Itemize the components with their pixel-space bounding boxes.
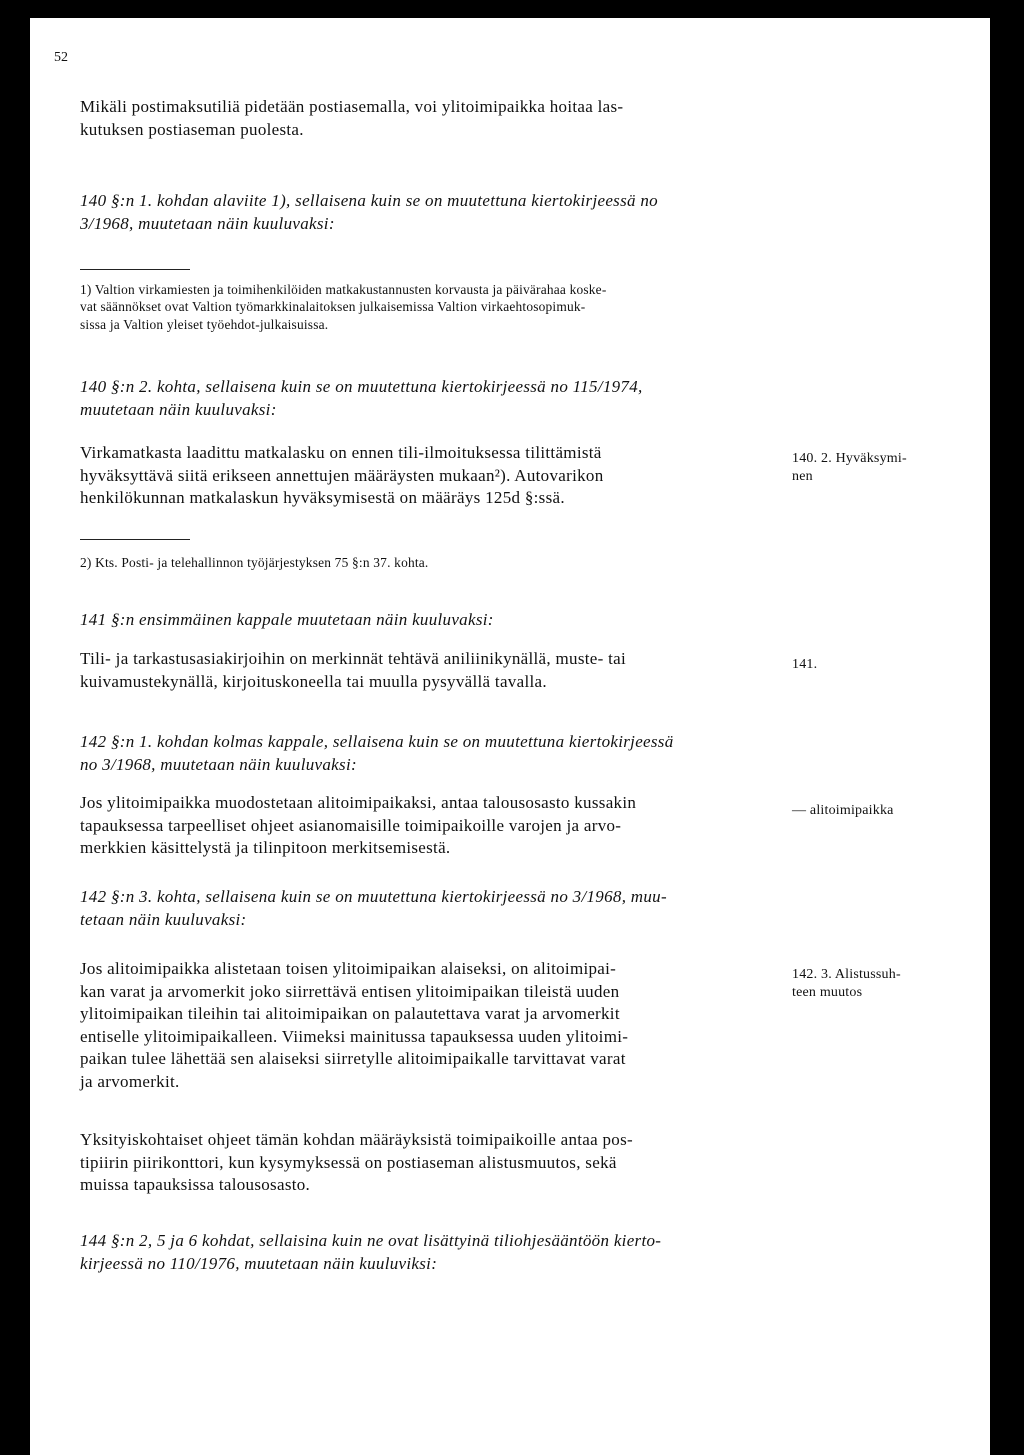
section-144-heading bbox=[80, 1230, 805, 1275]
text-line: tapauksessa tarpeelliset ohjeet asianomaisille toimipaikoille varojen ja arvo- bbox=[80, 815, 622, 835]
text-line: tetaan näin kuuluvaksi: bbox=[80, 909, 247, 929]
text-line: Yksityiskohtaiset ohjeet tämän kohdan määräyksistä toimipaikoille antaa pos- bbox=[80, 1130, 633, 1149]
text-line: kan varat ja arvomerkit joko siirrettävä entisen ylitoimipaikan tileistä uuden bbox=[80, 981, 620, 1001]
text-line: nen bbox=[792, 469, 813, 484]
text-line: kutuksen postiaseman puolesta. bbox=[80, 119, 304, 139]
section-142-3-body bbox=[80, 958, 805, 1094]
section-142-1-body bbox=[80, 792, 805, 860]
text-line: Tili- ja tarkastusasiakirjoihin on merkinnät tehtävä aniliinikynällä, muste- tai bbox=[80, 649, 627, 668]
text-line: Jos alitoimipaikka alistetaan toisen ylitoimipaikan alaiseksi, on alitoimipai- bbox=[80, 959, 617, 978]
text-line: 142 §:n 1. kohdan kolmas kappale, sellaisena kuin se on muutettuna kiertokirjeessä bbox=[80, 732, 674, 751]
text-line: tipiirin piirikonttori, kun kysymyksessä on postiaseman alistusmuutos, sekä bbox=[80, 1152, 617, 1172]
text-line: 3/1968, muutetaan näin kuuluvaksi: bbox=[80, 213, 335, 233]
text-line: henkilökunnan matkalaskun hyväksymisestä on määräys 125d §:ssä. bbox=[80, 488, 565, 508]
text-line: Mikäli postimaksutiliä pidetään postiasemalla, voi ylitoimipaikka hoitaa las- bbox=[80, 97, 624, 116]
text-line: entiselle ylitoimipaikalleen. Viimeksi mainitussa tapauksessa uuden ylitoimi- bbox=[80, 1026, 629, 1046]
text-line: kuivamustekynällä, kirjoituskoneella tai muulla pysyvällä tavalla. bbox=[80, 671, 547, 691]
margin-note-142-3 bbox=[792, 966, 901, 1002]
text-line: hyväksyttävä siitä erikseen annettujen määräysten mukaan²). Autovarikon bbox=[80, 465, 604, 485]
text-line: 142 §:n 3. kohta, sellaisena kuin se on muutettuna kiertokirjeessä no 3/1968, muu- bbox=[80, 887, 667, 906]
text-line: sissa ja Valtion yleiset työehdot-julkaisuissa. bbox=[80, 316, 329, 332]
text-line: ylitoimipaikan tileihin tai alitoimipaikan on palautettava varat ja arvomerkit bbox=[80, 1004, 620, 1024]
text-line: muissa tapauksissa talousosasto. bbox=[80, 1175, 311, 1195]
text-line: 140 §:n 1. kohdan alaviite 1), sellaisena kuin se on muutettuna kiertokirjeessä no bbox=[80, 191, 658, 210]
footnote-1 bbox=[80, 281, 800, 333]
text-line: 1) Valtion virkamiesten ja toimihenkilöiden matkakustannusten korvausta ja päivärahaa koske- bbox=[80, 282, 607, 297]
text-line: ja arvomerkit. bbox=[80, 1071, 180, 1091]
text-line: muutetaan näin kuuluvaksi: bbox=[80, 399, 277, 419]
margin-note-142-1: — alitoimipaikka bbox=[792, 803, 894, 818]
footnote-rule bbox=[80, 539, 190, 540]
section-142-3-body-2 bbox=[80, 1129, 805, 1197]
text-line: 140 §:n 2. kohta, sellaisena kuin se on muutettuna kiertokirjeessä no 115/1974, bbox=[80, 377, 643, 396]
text-line: Jos ylitoimipaikka muodostetaan alitoimipaikaksi, antaa talousosasto kussakin bbox=[80, 793, 637, 812]
text-line: merkkien käsittelystä ja tilinpitoon merkitsemisestä. bbox=[80, 838, 451, 858]
document-page bbox=[30, 18, 990, 1455]
section-142-3-heading bbox=[80, 886, 805, 931]
page-number: 52 bbox=[54, 50, 68, 65]
text-line: paikan tulee lähettää sen alaiseksi siirretylle alitoimipaikalle tarvittavat varat bbox=[80, 1049, 626, 1069]
intro-paragraph bbox=[80, 96, 805, 141]
section-140-2-body bbox=[80, 442, 805, 510]
footnote-rule bbox=[80, 269, 190, 270]
text-line: vat säännökset ovat Valtion työmarkkinalaitoksen julkaisemissa Valtion virkaehtosopimuk- bbox=[80, 299, 586, 315]
text-line: no 3/1968, muutetaan näin kuuluvaksi: bbox=[80, 754, 357, 774]
text-line: 144 §:n 2, 5 ja 6 kohdat, sellaisina kuin ne ovat lisättyinä tiliohjesääntöön kierto- bbox=[80, 1231, 662, 1250]
section-142-1-heading bbox=[80, 731, 805, 776]
section-140-1-heading bbox=[80, 190, 805, 235]
margin-note-141: 141. bbox=[792, 657, 818, 672]
text-line: 140. 2. Hyväksymi- bbox=[792, 451, 907, 466]
footnote-2: 2) Kts. Posti- ja telehallinnon työjärjestyksen 75 §:n 37. kohta. bbox=[80, 555, 429, 570]
section-141-body bbox=[80, 648, 805, 693]
text-line: 142. 3. Alistussuh- bbox=[792, 967, 901, 982]
section-141-heading: 141 §:n ensimmäinen kappale muutetaan näin kuuluvaksi: bbox=[80, 610, 494, 629]
text-line: kirjeessä no 110/1976, muutetaan näin kuuluviksi: bbox=[80, 1253, 438, 1273]
text-line: Virkamatkasta laadittu matkalasku on ennen tili-ilmoituksessa tilittämistä bbox=[80, 443, 602, 462]
margin-note-140-2 bbox=[792, 450, 907, 486]
text-line: teen muutos bbox=[792, 985, 863, 1000]
section-140-2-heading bbox=[80, 376, 805, 421]
